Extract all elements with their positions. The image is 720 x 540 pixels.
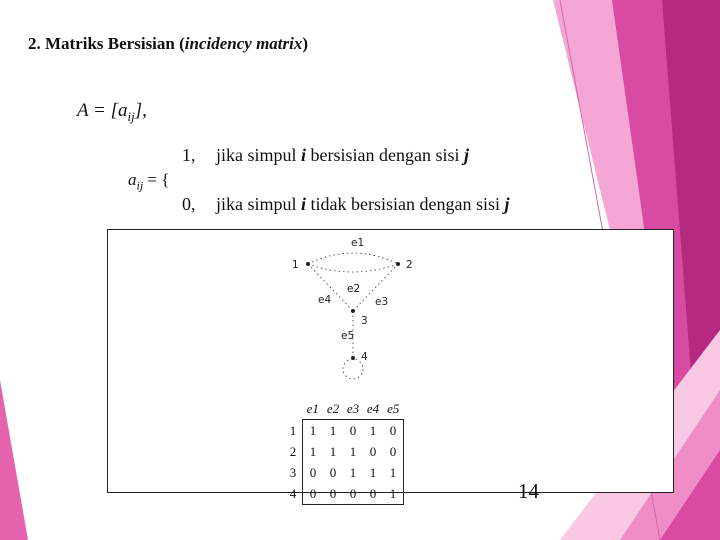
matrix-cell: 0 <box>363 483 383 505</box>
aij-label <box>128 170 169 193</box>
matrix-row-header: 3 <box>289 465 297 480</box>
example-figure <box>107 229 674 502</box>
matrix-cell: 0 <box>329 465 337 480</box>
matrix-row <box>284 483 404 505</box>
vertex-3 <box>351 309 355 313</box>
vertex-label-2: 2 <box>406 259 413 271</box>
heading-text: 2. Matriks Bersisian ( <box>28 34 185 53</box>
case-zero-text <box>216 194 510 215</box>
heading-suffix: ) <box>302 34 309 53</box>
edge-e1 <box>308 253 398 264</box>
case-zero-text-b: tidak bersisian dengan sisi <box>306 194 505 214</box>
case-one <box>182 145 469 166</box>
matrix-cell: 0 <box>343 483 363 505</box>
case-one-value: 1, <box>182 145 196 165</box>
matrix-row <box>284 441 404 462</box>
matrix-cell: 1 <box>349 444 357 459</box>
matrix-row <box>284 462 404 483</box>
edge-e5-loop <box>343 359 363 379</box>
section-heading <box>28 34 308 54</box>
edge-label-e2: e2 <box>347 283 361 295</box>
page-number: 14 <box>518 479 539 503</box>
matrix-col-header: e3 <box>346 401 360 416</box>
matrix-cell: 1 <box>303 441 324 462</box>
case-zero <box>182 194 510 215</box>
matrix-row-header: 1 <box>289 422 297 438</box>
matrix-cell: 1 <box>303 420 324 442</box>
matrix-row-header: 2 <box>289 444 297 459</box>
vertex-label-1: 1 <box>292 259 299 271</box>
matrix-definition <box>77 100 147 125</box>
matrix-cell: 0 <box>343 420 363 442</box>
case-one-text <box>216 145 469 166</box>
matrix-cell: 1 <box>329 444 337 459</box>
matrix-corner <box>284 398 303 420</box>
case-one-text-a: jika simpul <box>216 145 301 165</box>
def-rhs: ], <box>134 100 147 121</box>
matrix-col-header: e2 <box>326 401 340 416</box>
vertex-1 <box>306 262 310 266</box>
vertex-2 <box>396 262 400 266</box>
matrix-cell: 0 <box>369 444 377 459</box>
vertex-label-3: 3 <box>361 315 368 327</box>
matrix-col-header: e1 <box>306 401 319 416</box>
vertex-4 <box>351 356 355 360</box>
matrix-cell: 1 <box>363 420 383 442</box>
matrix-col-header: e5 <box>387 401 400 416</box>
case-one-j: j <box>464 145 470 165</box>
case-one-text-b: bersisian dengan sisi <box>306 145 464 165</box>
case-zero-text-a: jika simpul <box>216 194 301 214</box>
matrix-row <box>284 420 404 442</box>
matrix-cell: 1 <box>349 465 357 480</box>
case-zero-j: j <box>504 194 510 214</box>
case-one-i: i <box>301 145 307 165</box>
aij-brace: = { <box>143 170 170 189</box>
vertex-label-4: 4 <box>361 351 368 363</box>
edge-label-e5: e5 <box>341 330 355 342</box>
matrix-cell: 1 <box>383 483 404 505</box>
def-lhs: A = [a <box>77 100 128 121</box>
matrix-cell: 0 <box>303 462 324 483</box>
matrix-cell: 0 <box>303 483 324 505</box>
aij-letter: a <box>128 170 137 189</box>
matrix-cell: 0 <box>323 483 343 505</box>
matrix-cell: 0 <box>383 420 404 442</box>
incidence-matrix <box>284 398 404 505</box>
edge-label-e1: e1 <box>351 237 365 249</box>
edge-e2 <box>308 264 398 272</box>
case-zero-value: 0, <box>182 194 196 214</box>
edge-label-e3: e3 <box>375 296 389 308</box>
matrix-row-header: 4 <box>289 486 297 502</box>
aij-subscript: ij <box>136 178 144 193</box>
edge-label-e4: e4 <box>318 294 332 306</box>
matrix-cell: 1 <box>383 462 404 483</box>
matrix-cell: 1 <box>369 465 377 480</box>
matrix-cell: 1 <box>323 420 343 442</box>
heading-italic-text: incidency matrix <box>184 34 303 53</box>
matrix-cell: 0 <box>383 441 404 462</box>
deco-left-strip <box>0 380 28 540</box>
case-zero-i: i <box>301 194 307 214</box>
def-subscript: ij <box>127 108 135 124</box>
matrix-col-header: e4 <box>366 401 380 416</box>
